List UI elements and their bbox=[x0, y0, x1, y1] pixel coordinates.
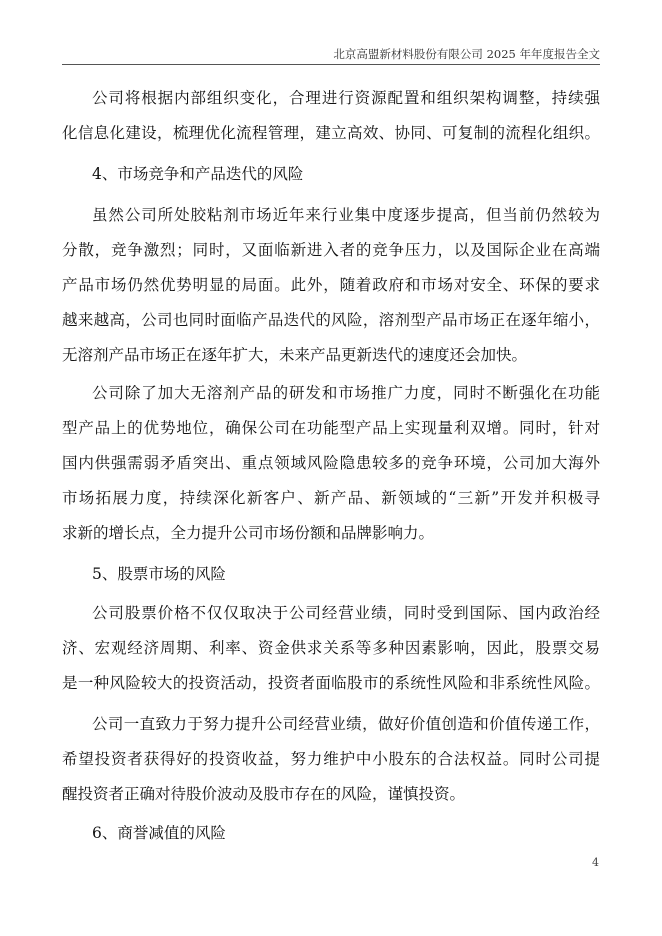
text-line: 公司将根据内部组织变化，合理进行资源配置和组织架构调整，持续强 bbox=[92, 89, 600, 107]
text-line: 虽然公司所处胶粘剂市场近年来行业集中度逐步提高，但当前仍然较为 bbox=[92, 206, 600, 224]
text-line: 产品市场仍然优势明显的局面。此外，随着政府和市场对安全、环保的要求 bbox=[62, 276, 600, 294]
text-line: 分散，竞争激烈；同时，又面临新进入者的竞争压力，以及国际企业在高端 bbox=[62, 241, 600, 259]
text-line: 市场拓展力度，持续深化新客户、新产品、新领域的“三新”开发并积极寻 bbox=[62, 489, 600, 507]
text-line: 公司股票价格不仅仅取决于公司经营业绩，同时受到国际、国内政治经 bbox=[92, 604, 600, 622]
text-line: 济、宏观经济周期、利率、资金供求关系等多种因素影响，因此，股票交易 bbox=[62, 639, 600, 657]
text-line: 是一种风险较大的投资活动，投资者面临股市的系统性风险和非系统性风险。 bbox=[62, 674, 600, 692]
section-heading: 6、商誉减值的风险 bbox=[92, 824, 226, 842]
text-line: 求新的增长点，全力提升公司市场份额和品牌影响力。 bbox=[62, 524, 435, 542]
section-heading: 5、股票市场的风险 bbox=[92, 565, 226, 583]
text-line: 希望投资者获得好的投资收益，努力维护中小股东的合法权益。同时公司提 bbox=[62, 750, 600, 768]
text-line: 国内供强需弱矛盾突出、重点领域风险隐患较多的竞争环境，公司加大海外 bbox=[62, 454, 600, 472]
text-line: 型产品上的优势地位，确保公司在功能型产品上实现量利双增。同时，针对 bbox=[62, 419, 600, 437]
header-title: 北京高盟新材料股份有限公司 2025 年年度报告全文 bbox=[333, 47, 600, 61]
text-line: 化信息化建设，梳理优化流程管理，建立高效、协同、可复制的流程化组织。 bbox=[62, 124, 600, 142]
page-header bbox=[62, 44, 600, 65]
text-line: 越来越高，公司也同时面临产品迭代的风险，溶剂型产品市场正在逐年缩小， bbox=[62, 311, 600, 329]
text-line: 公司一直致力于努力提升公司经营业绩，做好价值创造和价值传递工作， bbox=[92, 715, 600, 733]
text-line: 醒投资者正确对待股价波动及股市存在的风险，谨慎投资。 bbox=[62, 785, 466, 803]
page-number: 4 bbox=[592, 856, 599, 869]
text-line: 无溶剂产品市场正在逐年扩大，未来产品更新迭代的速度还会加快。 bbox=[62, 346, 528, 364]
text-line: 公司除了加大无溶剂产品的研发和市场推广力度，同时不断强化在功能 bbox=[92, 384, 600, 402]
section-heading: 4、市场竞争和产品迭代的风险 bbox=[92, 165, 304, 183]
